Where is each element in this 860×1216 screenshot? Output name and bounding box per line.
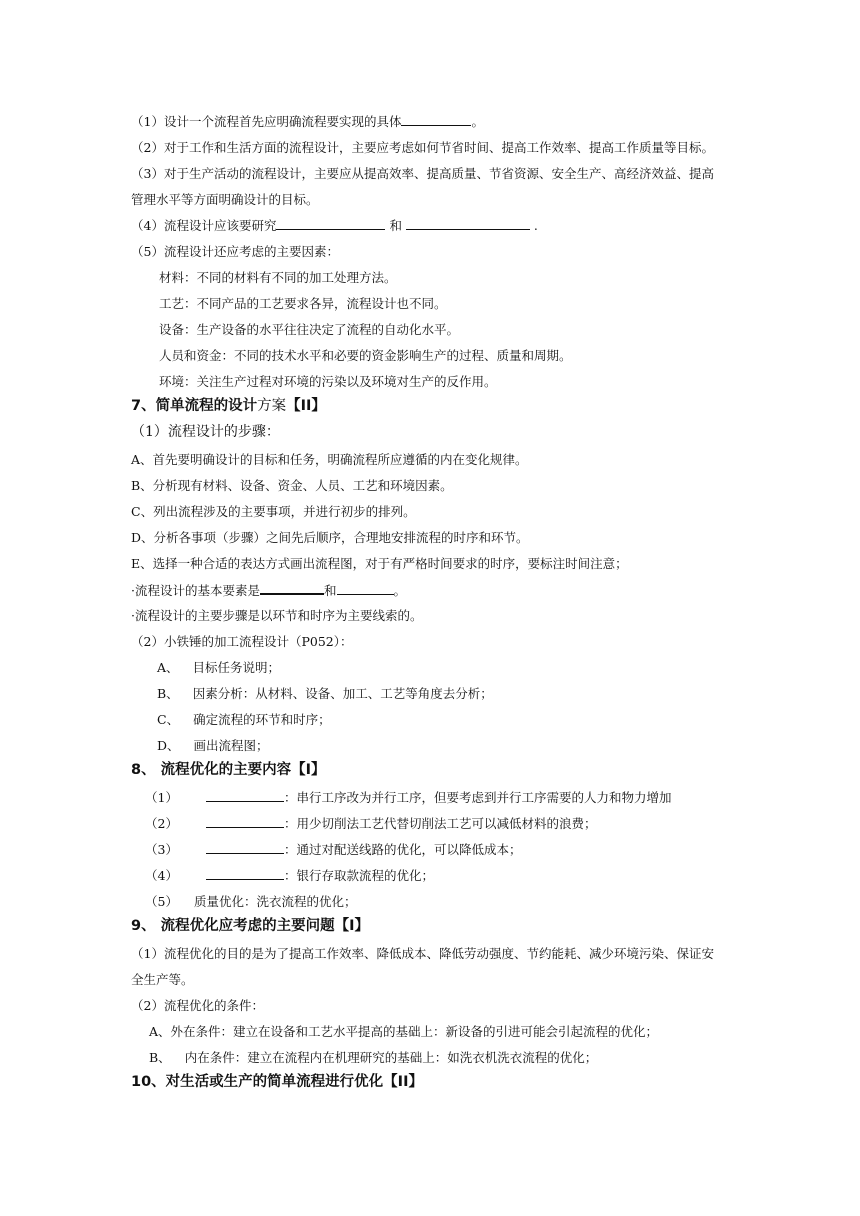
hammer-step-text: 目标任务说明； — [192, 660, 281, 675]
factor-equipment: 设备：生产设备的水平往往决定了流程的自动化水平。 — [159, 322, 460, 337]
s6-item-4-text: （4）流程设计应该要研究 — [131, 218, 277, 233]
hammer-step-c — [157, 711, 331, 729]
step-c: C、列出流程涉及的主要事项，并进行初步的排列。 — [131, 504, 416, 519]
step-e: E、选择一种合适的表达方式画出流程图，对于有严格时间要求的时序，要标注时间注意； — [131, 556, 628, 571]
section-10-heading: 10、对生活或生产的简单流程进行优化【II】 — [131, 1074, 423, 1090]
s6-item-3-line1: （3）对于生产活动的流程设计，主要应从提高效率、提高质量、节省资源、安全生产、高经济效益、提高 — [131, 166, 714, 181]
bullet-1-end: 。 — [393, 583, 407, 598]
s9-item-2: （2）流程优化的条件： — [131, 998, 264, 1013]
s8-item-num: （1） — [145, 790, 178, 805]
s8-item-text: ：用少切削法工艺代替切削法工艺可以减低材料的浪费； — [283, 816, 597, 831]
section-7-sub-2: （2）小铁锤的加工流程设计（P052）： — [131, 634, 353, 649]
hammer-step-key: A、 — [157, 660, 179, 675]
s8-item-num: （5） — [145, 894, 178, 909]
step-a: A、首先要明确设计的目标和任务，明确流程所应遵循的内在变化规律。 — [131, 452, 528, 467]
step-b: B、分析现有材料、设备、资金、人员、工艺和环境因素。 — [131, 478, 453, 493]
s8-item-text: ：通过对配送线路的优化，可以降低成本； — [283, 842, 522, 857]
fill-blank[interactable] — [206, 867, 284, 880]
hammer-step-a — [157, 659, 280, 677]
section-7-title-suffix: 方案 — [257, 398, 287, 414]
s6-item-5: （5）流程设计还应考虑的主要因素： — [131, 244, 339, 259]
fill-blank[interactable] — [406, 217, 530, 230]
fill-blank[interactable] — [206, 815, 284, 828]
s6-item-1-end: 。 — [471, 114, 484, 129]
fill-blank[interactable] — [206, 841, 284, 854]
section-7-heading — [131, 397, 326, 415]
bullet-main-steps: ·流程设计的主要步骤是以环节和时序为主要线索的。 — [131, 608, 423, 623]
fill-blank[interactable] — [260, 581, 324, 595]
hammer-step-key: B、 — [157, 686, 179, 701]
s6-item-1 — [131, 113, 484, 131]
s9-internal-condition — [149, 1049, 597, 1067]
section-7-sub-1: （1）流程设计的步骤： — [131, 424, 280, 440]
s6-item-2: （2）对于工作和生活方面的流程设计，主要应考虑如何节省时间、提高工作效率、提高工作质量等目标。 — [131, 140, 714, 155]
s9-condition-text: 内在条件：建立在流程内在机理研究的基础上：如洗衣机洗衣流程的优化； — [184, 1050, 598, 1065]
section-9-heading: 9、 流程优化应考虑的主要问题【I】 — [131, 918, 370, 934]
s6-item-4 — [131, 217, 538, 235]
section-8-heading: 8、 流程优化的主要内容【I】 — [131, 762, 326, 778]
hammer-step-b — [157, 685, 493, 703]
fill-blank[interactable] — [337, 582, 394, 595]
factor-process: 工艺：不同产品的工艺要求各异，流程设计也不同。 — [159, 296, 447, 311]
s8-item-num: （3） — [145, 842, 178, 857]
s9-external-condition: A、外在条件：建立在设备和工艺水平提高的基础上：新设备的引进可能会引起流程的优化； — [149, 1024, 659, 1039]
s8-item-text: 质量优化：洗衣流程的优化； — [193, 894, 357, 909]
hammer-step-text: 因素分析：从材料、设备、加工、工艺等角度去分析； — [192, 686, 493, 701]
s6-item-4-and: 和 — [385, 218, 406, 233]
fill-blank[interactable] — [276, 217, 385, 230]
section-7-title: 7、简单流程的设计 — [131, 398, 258, 414]
s8-item-5 — [145, 893, 356, 911]
factor-people-funds: 人员和资金：不同的技术水平和必要的资金影响生产的过程、质量和周期。 — [159, 348, 572, 363]
bullet-basic-elements — [131, 581, 406, 600]
bullet-1-text: ·流程设计的基本要素是 — [131, 583, 260, 598]
hammer-step-text: 画出流程图； — [193, 738, 269, 753]
hammer-step-text: 确定流程的环节和时序； — [193, 712, 331, 727]
step-d: D、分析各事项（步骤）之间先后顺序，合理地安排流程的时序和环节。 — [131, 530, 529, 545]
s8-item-num: （2） — [145, 816, 178, 831]
bullet-1-and: 和 — [323, 583, 337, 598]
fill-blank[interactable] — [401, 113, 471, 126]
hammer-step-d — [157, 737, 269, 755]
s8-item-text: ：串行工序改为并行工序，但要考虑到并行工序需要的人力和物力增加 — [283, 790, 672, 805]
fill-blank[interactable] — [206, 789, 284, 802]
s9-item-1-line1: （1）流程优化的目的是为了提高工作效率、降低成本、降低劳动强度、节约能耗、减少环境污染、保证安 — [131, 946, 714, 961]
hammer-step-key: C、 — [157, 712, 180, 727]
s8-item-num: （4） — [145, 868, 178, 883]
factor-environment: 环境：关注生产过程对环境的污染以及环境对生产的反作用。 — [159, 374, 497, 389]
factor-material: 材料：不同的材料有不同的加工处理方法。 — [159, 270, 397, 285]
s6-item-1-text: （1）设计一个流程首先应明确流程要实现的具体 — [131, 114, 402, 129]
hammer-step-key: D、 — [157, 738, 180, 753]
s8-item-4 — [145, 867, 434, 885]
s8-item-3 — [145, 841, 521, 859]
s6-item-4-end: . — [529, 218, 538, 233]
s8-item-text: ：银行存取款流程的优化； — [283, 868, 434, 883]
s8-item-2 — [145, 815, 596, 833]
s9-item-1-line2: 全生产等。 — [131, 972, 194, 987]
s8-item-1 — [145, 789, 671, 807]
s6-item-3-line2: 管理水平等方面明确设计的目标。 — [131, 192, 319, 207]
section-7-level: 【II】 — [286, 398, 326, 414]
s9-condition-key: B、 — [149, 1050, 171, 1065]
